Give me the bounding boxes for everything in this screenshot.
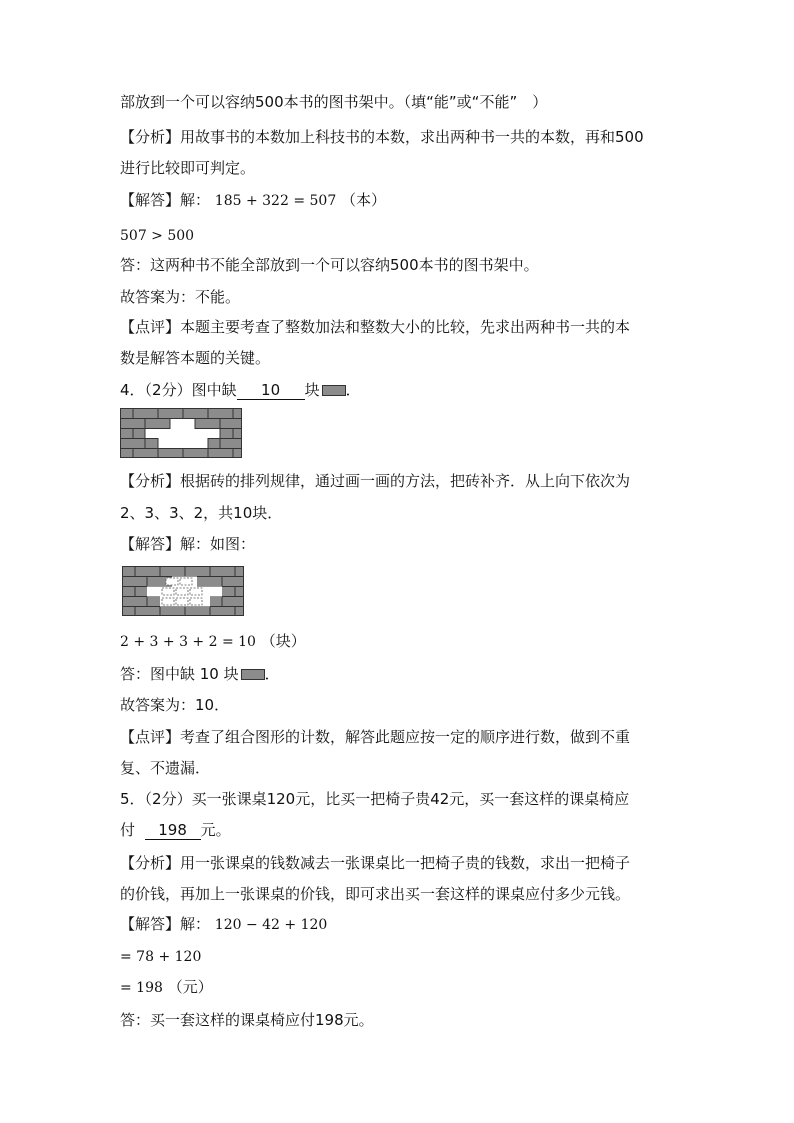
equation: 185 + 322 = 507 [214, 193, 337, 209]
brick-icon [322, 385, 346, 396]
text-line [120, 695, 229, 715]
text: 部放到一个可以容纳500本书的图书架中。（填“能”或“不能” ） [120, 93, 548, 111]
equation: 120 − 42 + 120 [214, 917, 328, 933]
text-line [120, 884, 630, 904]
unit: （本） [341, 191, 387, 209]
text: 2、3、3、2，共10块． [120, 504, 283, 522]
punctuation: ． [345, 381, 361, 399]
question-text: 付 [120, 821, 136, 839]
punctuation: ． [264, 665, 280, 683]
equation: = 198 [120, 980, 163, 996]
comment-line [120, 317, 630, 337]
text: 答：买一套这样的课桌椅应付198元。 [120, 1011, 374, 1029]
text: 【分析】根据砖的排列规律，通过画一画的方法，把砖补齐．从上向下依次为 [120, 472, 631, 490]
question-text: 块 [304, 381, 320, 399]
text: 【解答】解：如图： [120, 535, 256, 553]
unit: （块） [260, 632, 306, 650]
text-line [120, 503, 282, 523]
text-line [120, 1010, 374, 1030]
text-line [120, 348, 270, 368]
text: 【分析】用故事书的本数加上科技书的本数，求出两种书一共的本数，再和500 [120, 128, 644, 146]
answer-line [120, 914, 327, 935]
answer-line [120, 190, 386, 211]
text-line [120, 158, 255, 178]
text: 【点评】本题主要考查了整数加法和整数大小的比较，先求出两种书一共的本 [120, 318, 631, 336]
answer-blank: 10 [237, 381, 305, 400]
question-5 [120, 789, 629, 809]
text: 进行比较即可判定。 [120, 159, 256, 177]
question-4 [120, 380, 361, 400]
answer-label: 【解答】解： [120, 191, 211, 209]
text-line [120, 287, 240, 307]
answer-blank: 198 [145, 821, 201, 840]
text: 故答案为：不能。 [120, 288, 241, 306]
unit: （元） [167, 978, 213, 996]
question-text: 5．（2分）买一张课桌120元，比买一把椅子贵42元，买一套这样的课桌椅应 [120, 790, 630, 808]
analysis-line [120, 471, 630, 491]
question-text: 元。 [200, 821, 231, 839]
equation: 507 > 500 [120, 228, 195, 244]
question-text: 4．（2分）图中缺 [120, 381, 237, 399]
equation: = 78 + 120 [120, 949, 202, 965]
equation-line [120, 225, 194, 246]
text: 答：图中缺 10 块 [120, 665, 239, 683]
brick-icon [241, 669, 265, 680]
text: 答：这两种书不能全部放到一个可以容纳500本书的图书架中。 [120, 256, 539, 274]
brick-wall-figure [120, 408, 242, 458]
question-5-cont [120, 820, 231, 840]
comment-line [120, 727, 630, 747]
equation-line [120, 977, 213, 998]
text-line [120, 255, 539, 275]
text: 【分析】用一张课桌的钱数减去一张课桌比一把椅子贵的钱数，求出一把椅子 [120, 854, 631, 872]
text: 【点评】考查了组合图形的计数，解答此题应按一定的顺序进行数，做到不重 [120, 728, 631, 746]
equation-line [120, 631, 306, 652]
text: 的价钱，再加上一张课桌的价钱，即可求出买一套这样的课桌应付多少元钱。 [120, 885, 631, 903]
equation: 2 + 3 + 3 + 2 = 10 [120, 634, 256, 650]
brick-wall-solution-figure [122, 566, 244, 616]
analysis-line [120, 853, 630, 873]
text: 故答案为：10． [120, 696, 230, 714]
text: 数是解答本题的关键。 [120, 349, 271, 367]
text-line [120, 664, 280, 684]
analysis-line [120, 127, 644, 147]
answer-label: 【解答】解： [120, 915, 211, 933]
equation-line [120, 946, 201, 967]
text: 复、不遗漏． [120, 759, 211, 777]
answer-line [120, 534, 255, 554]
text-line [120, 758, 210, 778]
text-line [120, 92, 547, 112]
